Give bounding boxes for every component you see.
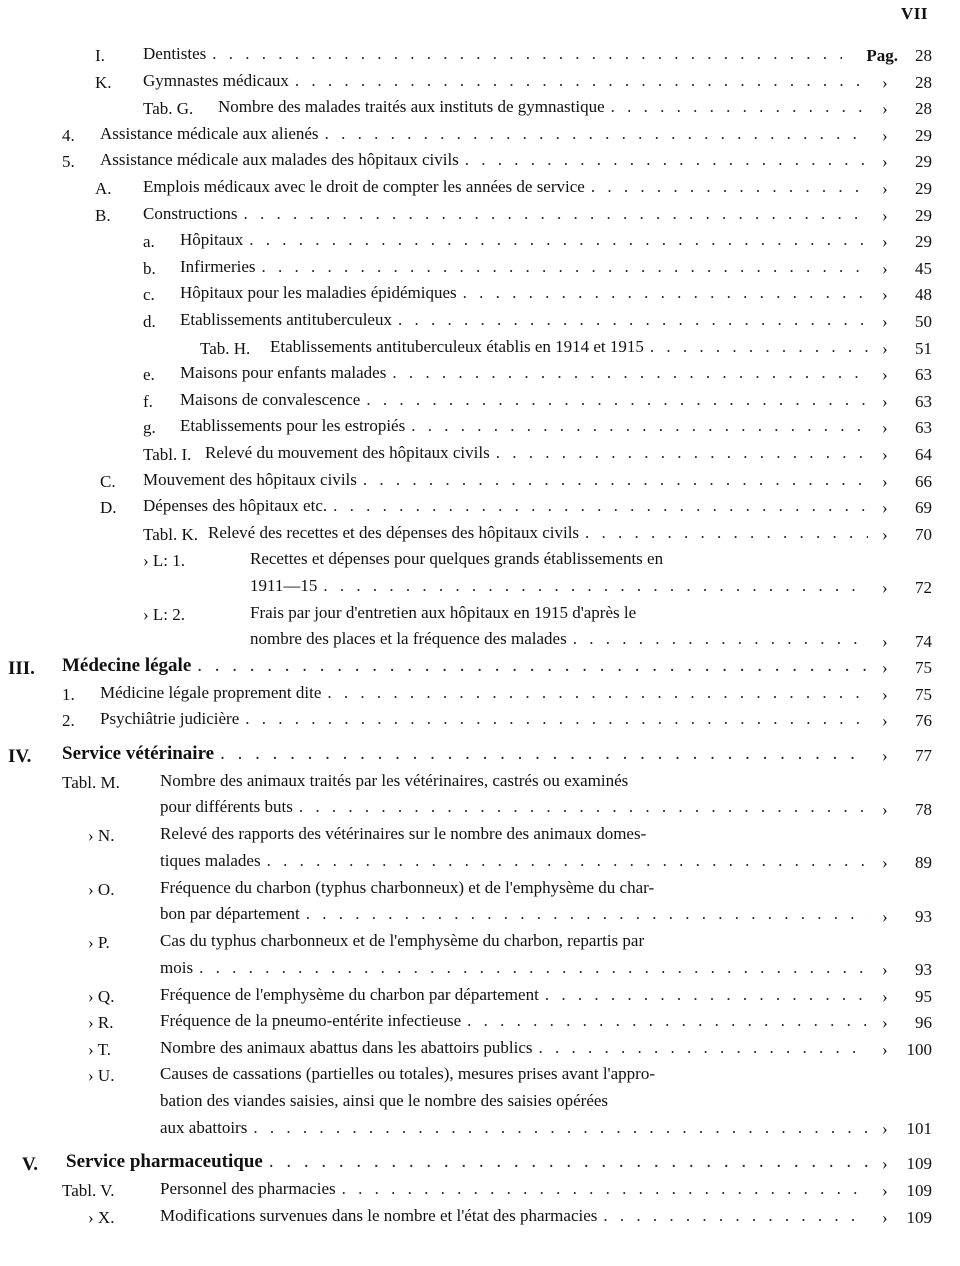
dot-leader <box>249 227 868 254</box>
dot-leader <box>650 334 868 361</box>
entry-title: Assistance médicale aux malades des hôpitaux civils <box>100 150 459 170</box>
dot-leader <box>573 626 868 653</box>
entry-prefix: › T. <box>88 1039 111 1059</box>
entry-prefix: › X. <box>88 1207 115 1227</box>
entry-title: Gymnastes médicaux <box>143 70 289 90</box>
entry-page-number: 100 <box>906 1039 932 1059</box>
toc-entry-l1 <box>0 549 960 603</box>
toc-entry-infirmeries <box>0 257 960 284</box>
entry-page-number: 66 <box>915 471 932 491</box>
toc-entry-hopitaux-civils <box>0 150 960 177</box>
entry-page-number: 29 <box>915 178 932 198</box>
entry-title: 1911—15 <box>250 575 318 595</box>
ditto-mark: › <box>882 125 888 145</box>
toc-entry-o <box>0 878 960 932</box>
entry-prefix: B. <box>95 205 111 225</box>
entry-title-line: bation des viandes saisies, ainsi que le nombre des saisies opérées <box>160 1091 609 1111</box>
entry-title-line: Causes de cassations (partielles ou totales), mesures prises avant l'appro- <box>160 1064 655 1084</box>
toc-entry-tabl-m <box>0 771 960 825</box>
entry-page-number: 74 <box>915 631 932 651</box>
dot-leader <box>262 254 868 281</box>
entry-title: tiques malades <box>160 850 261 870</box>
entry-prefix: › U. <box>88 1066 115 1086</box>
ditto-mark: › <box>882 418 888 438</box>
section-title: Service vétérinaire <box>62 743 215 765</box>
toc-entry-enfants <box>0 363 960 390</box>
toc-entry-alienes <box>0 124 960 151</box>
ditto-mark: › <box>882 258 888 278</box>
entry-page-number: 89 <box>915 853 932 873</box>
dot-leader <box>603 1203 868 1230</box>
entry-title: Dentistes <box>143 44 207 63</box>
dot-leader <box>295 68 868 95</box>
page-header <box>0 4 960 26</box>
ditto-mark: › <box>882 72 888 92</box>
dot-leader <box>411 413 868 440</box>
entry-page-number: 28 <box>915 99 932 119</box>
entry-title-line: Fréquence du charbon (typhus charbonneux) et de l'emphysème du char- <box>160 877 655 897</box>
toc-entry-psychiatrie <box>0 709 960 736</box>
entry-title: Médicine légale proprement dite <box>100 682 322 702</box>
dot-leader <box>398 307 868 334</box>
toc-entry-tab-h <box>0 337 960 364</box>
entry-page-number: 69 <box>915 498 932 518</box>
ditto-mark: › <box>882 906 888 926</box>
entry-prefix: A. <box>95 178 112 198</box>
toc-section-medecine-legale <box>0 656 960 683</box>
entry-page-number: 63 <box>915 391 932 411</box>
entry-page-number: 78 <box>915 799 932 819</box>
ditto-mark: › <box>882 178 888 198</box>
entry-page-number: 50 <box>915 311 932 331</box>
section-title: Médecine légale <box>62 655 192 677</box>
toc-entry-epidemiques <box>0 283 960 310</box>
ditto-mark: › <box>882 960 888 980</box>
entry-page-number: 28 <box>915 72 932 92</box>
entry-title: Etablissements pour les estropiés <box>180 416 406 436</box>
ditto-mark: › <box>882 524 888 544</box>
entry-title: Maisons de convalescence <box>180 389 361 409</box>
entry-page-number: 29 <box>915 205 932 225</box>
entry-page-number: 95 <box>915 986 932 1006</box>
dot-leader <box>327 680 868 707</box>
entry-page-number: 76 <box>915 711 932 731</box>
entry-prefix: c. <box>143 285 155 305</box>
entry-title: mois <box>160 957 194 977</box>
entry-page-number: 63 <box>915 365 932 385</box>
entry-prefix: Tabl. M. <box>62 772 120 792</box>
dot-leader <box>212 41 842 68</box>
entry-prefix: › N. <box>88 826 115 846</box>
dot-leader <box>325 121 868 148</box>
ditto-mark: › <box>882 746 888 766</box>
entry-prefix: › Q. <box>88 986 115 1006</box>
entry-page-number: 29 <box>915 125 932 145</box>
entry-prefix: Tabl. V. <box>62 1181 115 1201</box>
ditto-mark: › <box>882 684 888 704</box>
ditto-mark: › <box>882 311 888 331</box>
entry-title: Constructions <box>143 203 238 223</box>
toc-entry-x <box>0 1206 960 1233</box>
entry-page-number: 63 <box>915 418 932 438</box>
toc-entry-u <box>0 1064 960 1144</box>
toc-entry-mouvement <box>0 470 960 497</box>
toc-entry-tab-g <box>0 97 960 124</box>
entry-title: Modifications survenues dans le nombre et l'état des pharmacies <box>160 1205 598 1225</box>
entry-prefix: g. <box>143 418 156 438</box>
toc-entry-q <box>0 985 960 1012</box>
ditto-mark: › <box>882 986 888 1006</box>
entry-prefix: b. <box>143 258 156 278</box>
entry-page-number: 51 <box>915 338 932 358</box>
ditto-mark: › <box>882 205 888 225</box>
entry-page-number: 75 <box>915 684 932 704</box>
entry-title: Nombre des animaux abattus dans les abattoirs publics <box>160 1037 533 1057</box>
ditto-mark: › <box>882 631 888 651</box>
dot-leader <box>245 706 868 733</box>
dot-leader <box>243 201 868 228</box>
entry-prefix: D. <box>100 498 117 518</box>
section-number: V. <box>22 1154 39 1176</box>
entry-title: pour différents buts <box>160 797 293 817</box>
toc-entry-dentistes <box>0 44 960 71</box>
dot-leader <box>267 848 868 875</box>
entry-prefix: e. <box>143 365 155 385</box>
dot-leader <box>591 174 868 201</box>
entry-title: Etablissements antituberculeux établis en 1914 et 1915 <box>270 336 644 356</box>
entry-prefix: 4. <box>62 125 75 145</box>
dot-leader <box>199 955 868 982</box>
pag-label: Pag. <box>866 46 898 65</box>
entry-title: Infirmeries <box>180 256 256 276</box>
dot-leader <box>611 94 868 121</box>
toc-entry-tabl-k <box>0 523 960 550</box>
entry-title: Personnel des pharmacies <box>160 1179 336 1199</box>
ditto-mark: › <box>882 1181 888 1201</box>
ditto-mark: › <box>882 1039 888 1059</box>
entry-title: Hôpitaux <box>180 230 244 250</box>
entry-page-number: 96 <box>915 1013 932 1033</box>
entry-prefix: Tabl. K. <box>143 524 198 544</box>
entry-prefix: I. <box>95 46 105 65</box>
entry-title: nombre des places et la fréquence des malades <box>250 629 567 649</box>
toc-section-service-pharmaceutique <box>0 1152 960 1179</box>
ditto-mark: › <box>882 799 888 819</box>
ditto-mark: › <box>882 1154 888 1174</box>
entry-title: Maisons pour enfants malades <box>180 363 387 383</box>
entry-prefix: 2. <box>62 711 75 731</box>
ditto-mark: › <box>882 444 888 464</box>
entry-title: Etablissements antituberculeux <box>180 309 392 329</box>
entry-title: Relevé du mouvement des hôpitaux civils <box>205 442 490 462</box>
ditto-mark: › <box>882 853 888 873</box>
entry-page-number: 77 <box>915 746 932 766</box>
entry-page-number: 72 <box>915 578 932 598</box>
entry-page-number: 109 <box>906 1181 932 1201</box>
entry-page-number: 101 <box>906 1119 932 1139</box>
ditto-mark: › <box>882 1119 888 1139</box>
ditto-mark: › <box>882 99 888 119</box>
entry-title-line: Cas du typhus charbonneux et de l'emphysème du charbon, repartis par <box>160 931 645 951</box>
toc-entry-convalescence <box>0 390 960 417</box>
page-number: VII <box>900 4 928 23</box>
ditto-mark: › <box>882 711 888 731</box>
ditto-mark: › <box>882 365 888 385</box>
entry-prefix: 1. <box>62 684 75 704</box>
ditto-mark: › <box>882 471 888 491</box>
entry-title: bon par département <box>160 904 300 924</box>
dot-leader <box>323 573 868 600</box>
entry-title: Nombre des malades traités aux instituts de gymnastique <box>218 97 605 117</box>
entry-page-number: 29 <box>915 232 932 252</box>
entry-prefix: › L: 1. <box>143 551 186 571</box>
dot-leader <box>539 1035 869 1062</box>
dot-leader <box>463 280 868 307</box>
entry-page-number: 109 <box>906 1207 932 1227</box>
entry-page-number: 109 <box>906 1154 932 1174</box>
entry-page-number: 48 <box>915 285 932 305</box>
entry-title: Fréquence de la pneumo-entérite infectieuse <box>160 1011 462 1031</box>
ditto-mark: › <box>882 338 888 358</box>
dot-leader <box>333 493 868 520</box>
dot-leader <box>269 1149 868 1176</box>
entry-prefix: 5. <box>62 152 75 172</box>
entry-title: Emplois médicaux avec le droit de compter les années de service <box>143 176 585 196</box>
dot-leader <box>366 387 868 414</box>
dot-leader <box>467 1008 868 1035</box>
entry-prefix: d. <box>143 311 156 331</box>
entry-title-line: Nombre des animaux traités par les vétérinaires, castrés ou examinés <box>160 770 629 790</box>
dot-leader <box>299 794 868 821</box>
entry-title-line: Relevé des rapports des vétérinaires sur le nombre des animaux domes- <box>160 824 647 844</box>
dot-leader <box>545 982 868 1009</box>
table-of-contents <box>0 44 960 1232</box>
ditto-mark: › <box>882 1013 888 1033</box>
entry-page-number: 93 <box>915 960 932 980</box>
entry-title: Psychiâtrie judicière <box>100 709 240 729</box>
dot-leader <box>363 467 868 494</box>
ditto-mark: › <box>882 578 888 598</box>
dot-leader <box>465 147 868 174</box>
entry-prefix: a. <box>143 232 155 252</box>
dot-leader <box>253 1115 868 1142</box>
entry-prefix: K. <box>95 72 112 92</box>
section-number: III. <box>8 658 35 680</box>
ditto-mark: › <box>882 285 888 305</box>
ditto-mark: › <box>882 391 888 411</box>
entry-prefix: › L: 2. <box>143 604 186 624</box>
toc-entry-gymnastes <box>0 71 960 98</box>
entry-page-number: 45 <box>915 258 932 278</box>
entry-title-line: Recettes et dépenses pour quelques grands établissements en <box>250 549 664 569</box>
entry-title: Dépenses des hôpitaux etc. <box>143 496 328 516</box>
ditto-mark: › <box>882 152 888 172</box>
entry-title: Assistance médicale aux alienés <box>100 123 319 143</box>
entry-title: Hôpitaux pour les maladies épidémiques <box>180 283 457 303</box>
toc-entry-emplois <box>0 177 960 204</box>
toc-entry-tabl-i <box>0 443 960 470</box>
entry-prefix: Tabl. I. <box>143 444 192 464</box>
toc-entry-tabl-v <box>0 1179 960 1206</box>
entry-prefix: › R. <box>88 1013 114 1033</box>
toc-entry-r <box>0 1011 960 1038</box>
section-title: Service pharmaceutique <box>66 1151 263 1173</box>
entry-title-line: Frais par jour d'entretien aux hôpitaux en 1915 d'après le <box>250 602 637 622</box>
ditto-mark: › <box>882 232 888 252</box>
entry-prefix: Tab. G. <box>143 99 194 119</box>
ditto-mark: › <box>882 658 888 678</box>
dot-leader <box>306 901 868 928</box>
dot-leader <box>392 360 868 387</box>
toc-entry-antituberculeux <box>0 310 960 337</box>
toc-entry-estropies <box>0 416 960 443</box>
dot-leader <box>197 653 868 680</box>
dot-leader <box>496 440 868 467</box>
toc-entry-depenses <box>0 496 960 523</box>
entry-title: Fréquence de l'emphysème du charbon par département <box>160 984 539 1004</box>
entry-title: Mouvement des hôpitaux civils <box>143 469 357 489</box>
entry-page-number: 64 <box>915 444 932 464</box>
ditto-mark: › <box>882 498 888 518</box>
entry-prefix: C. <box>100 471 116 491</box>
entry-prefix: f. <box>143 391 153 411</box>
toc-entry-constructions <box>0 204 960 231</box>
entry-prefix: › P. <box>88 933 110 953</box>
toc-entry-t <box>0 1038 960 1065</box>
toc-entry-hopitaux <box>0 230 960 257</box>
dot-leader <box>585 520 868 547</box>
entry-page-number: 70 <box>915 524 932 544</box>
entry-title: aux abattoirs <box>160 1117 248 1137</box>
section-number: IV. <box>8 746 32 768</box>
entry-page-number: 29 <box>915 152 932 172</box>
entry-page-number: 93 <box>915 906 932 926</box>
entry-title: Relevé des recettes et des dépenses des hôpitaux civils <box>208 522 580 542</box>
toc-entry-l2 <box>0 603 960 657</box>
entry-prefix: › O. <box>88 879 115 899</box>
dot-leader <box>342 1176 868 1203</box>
toc-entry-medicine-legale <box>0 683 960 710</box>
entry-page-number: 75 <box>915 658 932 678</box>
toc-entry-n <box>0 824 960 878</box>
dot-leader <box>220 741 868 768</box>
toc-entry-p <box>0 931 960 985</box>
entry-prefix: Tab. H. <box>200 338 251 358</box>
entry-page-number: 28 <box>915 46 932 65</box>
ditto-mark: › <box>882 1207 888 1227</box>
toc-section-service-veterinaire <box>0 744 960 771</box>
